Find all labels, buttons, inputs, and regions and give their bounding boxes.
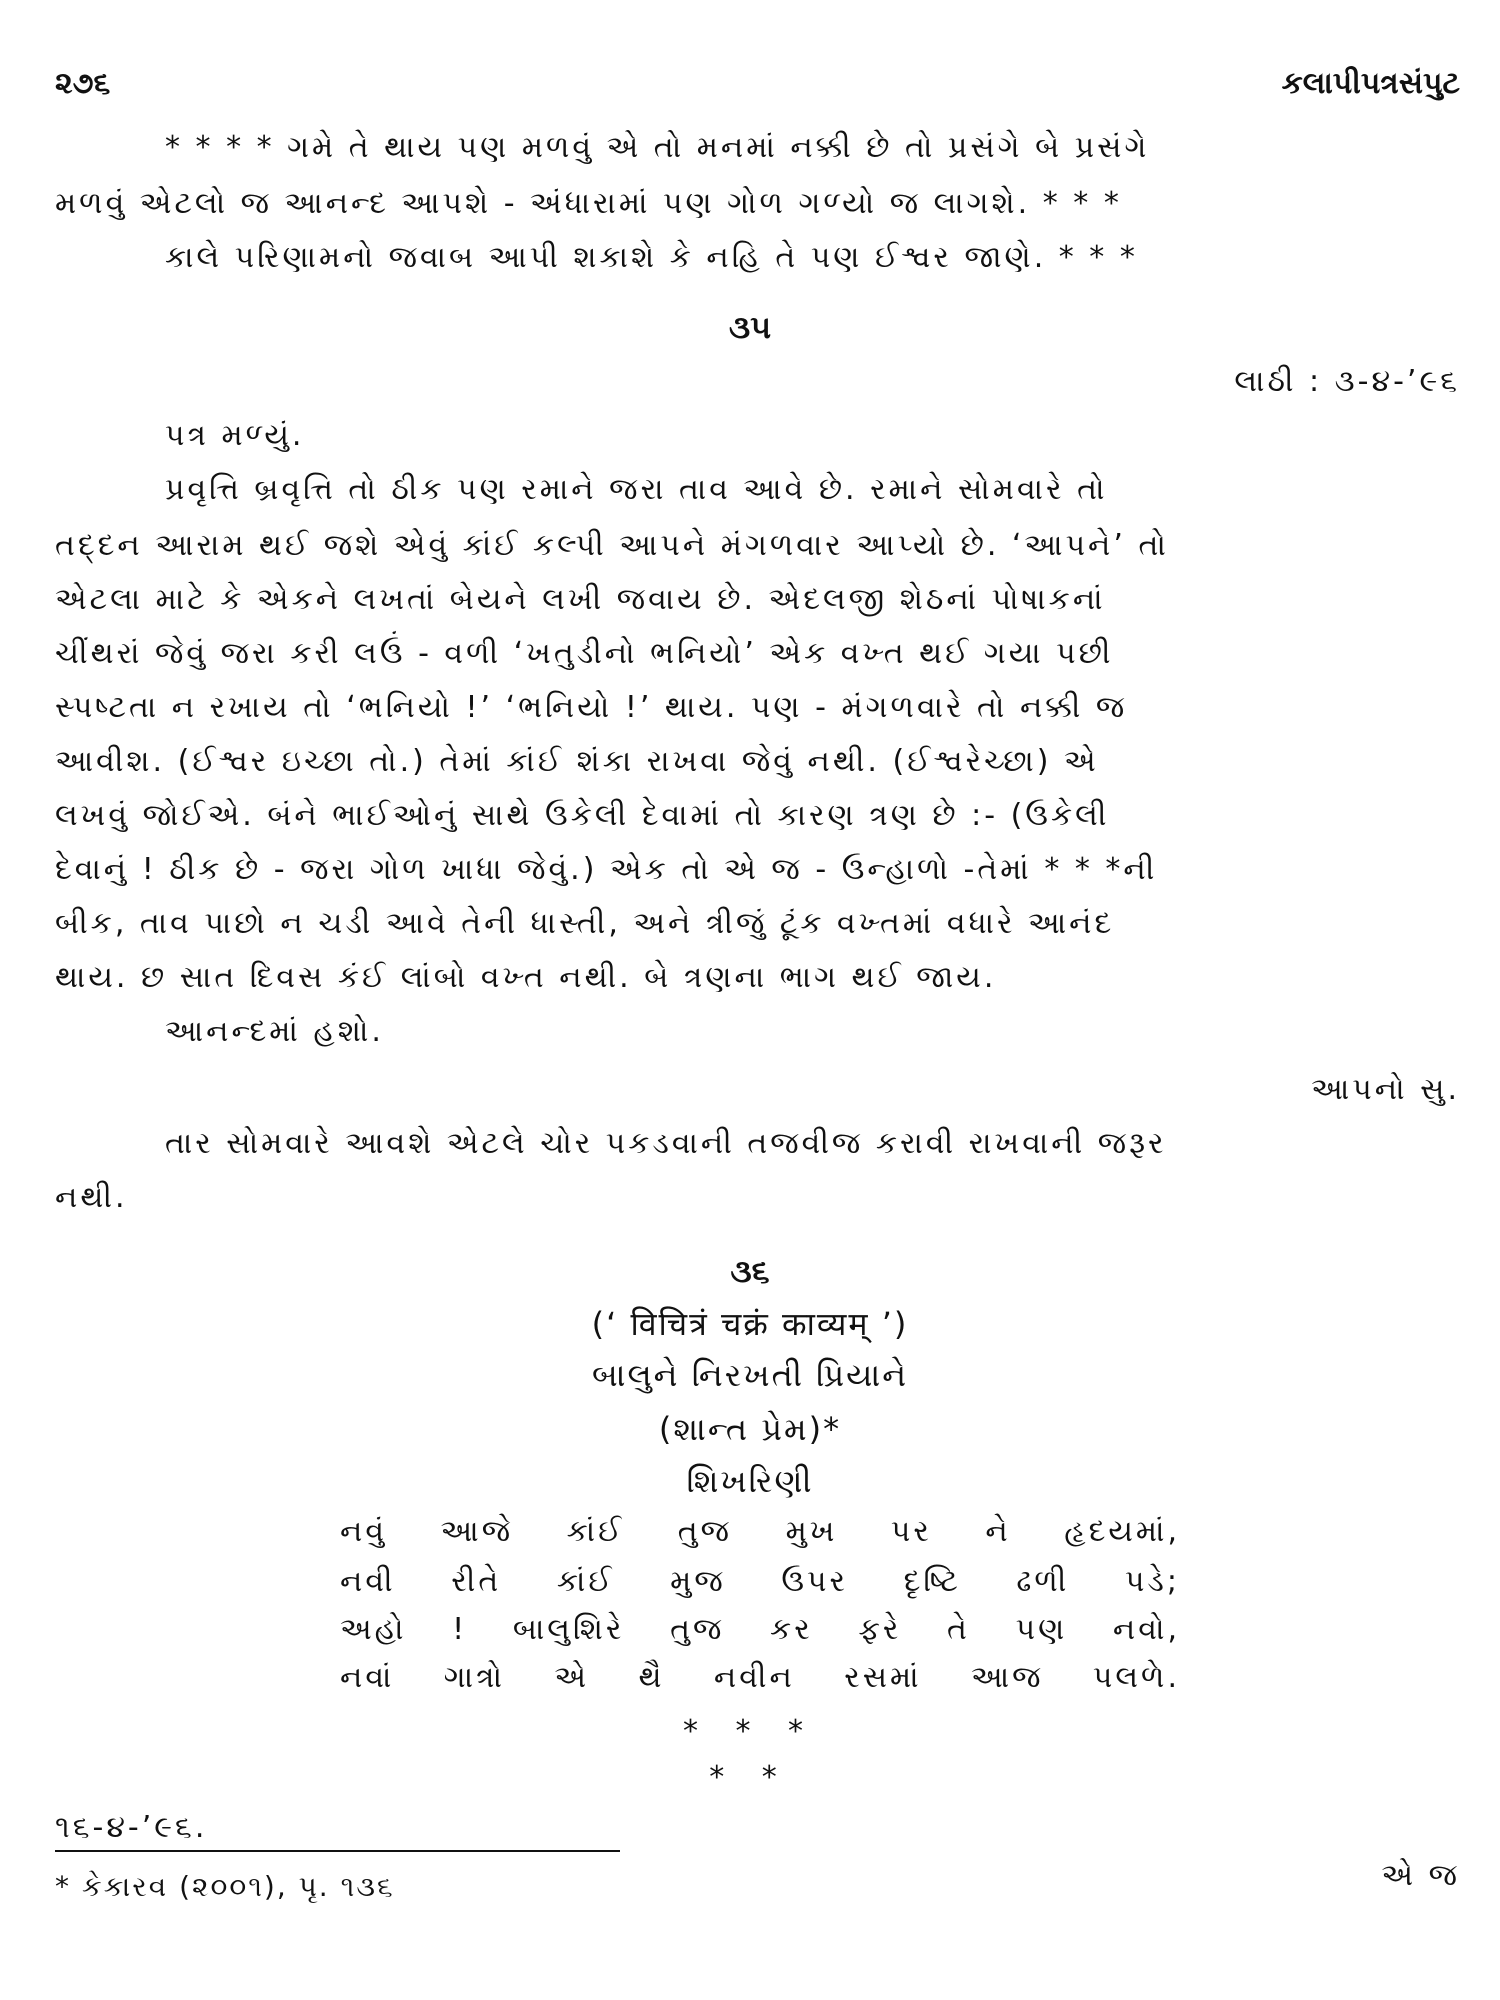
poem-meter: શિખરિણી: [686, 1462, 814, 1500]
poem-verse: નવી રીતે કાંઈ મુજ ઉપર દૃષ્ટિ ઢળી પડે;: [340, 1564, 1180, 1599]
poem-number: ૩૬: [730, 1252, 770, 1290]
intro-line: મળવું એટલો જ આનન્દ આપશે - અંધારામાં પણ ગોળ ગળ્યો જ લાગશે. * * *: [55, 186, 1122, 221]
letter-line: લખવું જોઈએ. બંને ભાઈઓનું સાથે ઉકેલી દેવામાં તો કારણ ત્રણ છે :- (ઉકેલી: [55, 798, 1110, 833]
footnote-rule: [55, 1850, 620, 1852]
letter-line: ચીંથરાં જેવું જરા કરી લઉં - વળી ‘ખતુડીનો ભનિયો’ એક વખ્ત થઈ ગયા પછી: [55, 636, 1114, 671]
place-date: લાઠી : ૩-૪-’૯૬: [1234, 364, 1460, 399]
postscript-line: નથી.: [55, 1180, 128, 1215]
poem-tag: (શાન્ત પ્રેમ)*: [658, 1410, 842, 1448]
letter-line: પ્રવૃત્તિ બ્રવૃત્તિ તો ઠીક પણ રમાને જરા તાવ આવે છે. રમાને સોમવારે તો: [165, 472, 1108, 507]
poem-verse: નવાં ગાત્રો એ થૈ નવીન રસમાં આજ પલળે.: [340, 1660, 1180, 1695]
letter-line: આનન્દમાં હશો.: [165, 1014, 384, 1049]
book-title: કલાપીપત્રસંપુટ: [1281, 66, 1460, 101]
section-stars: * * *: [682, 1714, 818, 1749]
letter-line: થાય. છ સાત દિવસ કંઈ લાંબો વખ્ત નથી. બે ત્રણના ભાગ થઈ જાય.: [55, 960, 997, 995]
intro-line: કાલે પરિણામનો જવાબ આપી શકાશે કે નહિ તે પણ ઈશ્વર જાણે. * * *: [165, 240, 1138, 275]
poem-verse: નવું આજે કાંઈ તુજ મુખ પર ને હૃદયમાં,: [340, 1514, 1180, 1549]
letter-number: ૩૫: [728, 308, 772, 346]
letter-line: બીક, તાવ પાછો ન ચડી આવે તેની ધાસ્તી, અને ત્રીજું ટૂંક વખ્તમાં વધારે આનંદ: [55, 906, 1115, 941]
letter-line: પત્ર મળ્યું.: [165, 418, 305, 453]
poem-verse: અહો ! બાલુશિરે તુજ કર ફરે તે પણ નવો,: [340, 1612, 1180, 1647]
poem-date: ૧૬-૪-’૯૬.: [55, 1810, 208, 1845]
intro-line: * * * * ગમે તે થાય પણ મળવું એ તો મનમાં નક્કી છે તો પ્રસંગે બે પ્રસંગે: [165, 130, 1150, 165]
signature: આપનો સુ.: [1311, 1072, 1460, 1107]
letter-line: દેવાનું ! ઠીક છે - જરા ગોળ ખાધા જેવું.) એક તો એ જ - ઉન્હાળો -તેમાં * * *ની: [55, 852, 1158, 887]
page-number: ૨૭૬: [55, 66, 111, 101]
poem-title: બાલુને નિરખતી પ્રિયાને: [591, 1356, 909, 1394]
letter-line: આવીશ. (ઈશ્વર ઇચ્છા તો.) તેમાં કાંઈ શંકા રાખવા જેવું નથી. (ઈશ્વરેચ્છા) એ: [55, 744, 1099, 779]
letter-line: સ્પષ્ટતા ન રખાય તો ‘ભનિયો !’ ‘ભનિયો !’ થાય. પણ - મંગળવારે તો નક્કી જ: [55, 690, 1128, 725]
poem-subtitle: (‘ विचित्रं चक्रं काव्यम् ’): [591, 1305, 909, 1343]
letter-line: તદ્દન આરામ થઈ જશે એવું કાંઈ કલ્પી આપને મંગળવાર આપ્યો છે. ‘આપને’ તો: [55, 528, 1169, 563]
letter-line: એટલા માટે કે એકને લખતાં બેયને લખી જવાય છે. એદલજી શેઠનાં પોષાકનાં: [55, 582, 1106, 617]
postscript-line: તાર સોમવારે આવશે એટલે ચોર પકડવાની તજવીજ કરાવી રાખવાની જરૂર: [165, 1126, 1167, 1161]
footnote: * કેકારવ (૨૦૦૧), પૃ. ૧૩૬: [55, 1870, 395, 1903]
ditto-signature: એ જ: [1381, 1858, 1460, 1893]
section-stars: * *: [709, 1760, 791, 1795]
